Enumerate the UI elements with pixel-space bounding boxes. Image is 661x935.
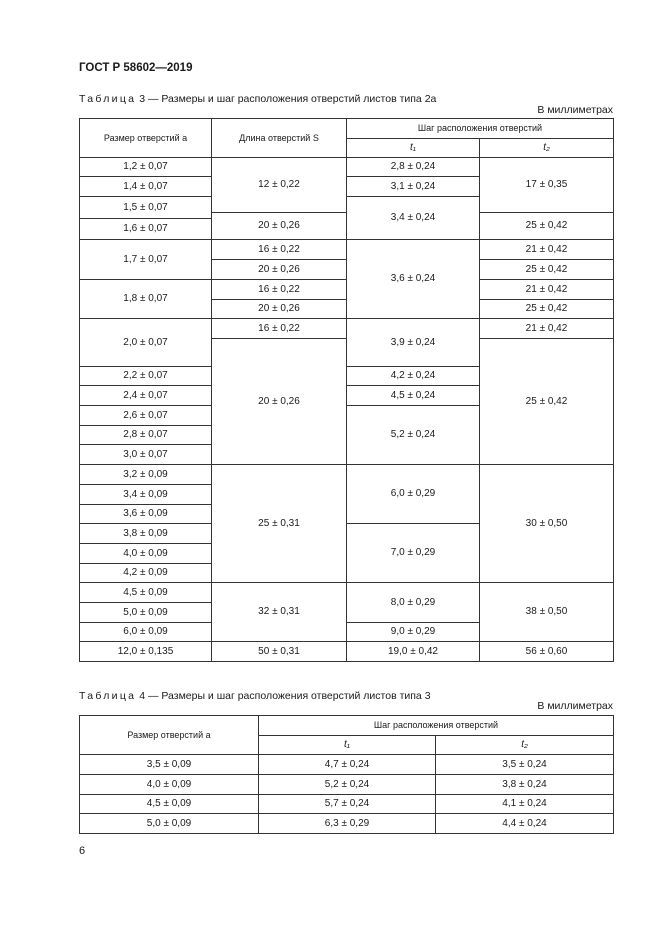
table3-cell-t2: 21 ± 0,42 (480, 319, 614, 339)
table3-cell-s: 16 ± 0,22 (212, 280, 347, 300)
table3-cell-t2: 38 ± 0,50 (480, 583, 614, 642)
table3-cell-t1: 8,0 ± 0,29 (347, 583, 480, 623)
table3-cell-t2: 25 ± 0,42 (480, 260, 614, 280)
table3-cell-t1: 19,0 ± 0,42 (347, 642, 480, 662)
table3-cell-t1: 5,2 ± 0,24 (347, 406, 480, 465)
table3-cell-a: 1,4 ± 0,07 (80, 177, 212, 197)
table4-header-t2: t₂ (436, 736, 614, 755)
table3-cell-t1: 4,2 ± 0,24 (347, 367, 480, 386)
table3-cell-a: 2,0 ± 0,07 (80, 319, 212, 367)
table-row (80, 795, 614, 814)
table3-cell-a: 3,4 ± 0,09 (80, 485, 212, 505)
table3-cell-s: 32 ± 0,31 (212, 583, 347, 642)
table4-cell-t2: 3,8 ± 0,24 (436, 775, 614, 795)
table3-cell-a: 1,8 ± 0,07 (80, 280, 212, 319)
table4-caption-text: 4 — Размеры и шаг расположения отверстий листов типа 3 (139, 690, 431, 702)
table3-units: В миллиметрах (537, 104, 613, 116)
table3-cell-t2: 21 ± 0,42 (480, 280, 614, 300)
table3-caption-text: 3 — Размеры и шаг расположения отверстий листов типа 2а (139, 93, 437, 105)
table3-cell-t1: 7,0 ± 0,29 (347, 524, 480, 583)
table4-cell-t1: 5,7 ± 0,24 (259, 795, 436, 814)
table3-cell-a: 1,2 ± 0,07 (80, 158, 212, 177)
table3-cell-a: 1,6 ± 0,07 (80, 219, 212, 240)
table3-header-t1: t₁ (347, 139, 480, 158)
table3-header-size: Размер отверстий а (80, 119, 212, 158)
table4-cell-t2: 4,4 ± 0,24 (436, 814, 614, 834)
table3-cell-a: 3,2 ± 0,09 (80, 465, 212, 485)
table4-cell-a: 4,0 ± 0,09 (80, 775, 259, 795)
table3-cell-t1: 3,6 ± 0,24 (347, 240, 480, 319)
table3-cell-a: 4,2 ± 0,09 (80, 564, 212, 583)
table4-cell-t1: 5,2 ± 0,24 (259, 775, 436, 795)
table3-cell-s: 12 ± 0,22 (212, 158, 347, 213)
table3-cell-t2: 25 ± 0,42 (480, 213, 614, 240)
table4-cell-a: 3,5 ± 0,09 (80, 755, 259, 775)
table3-cell-s: 20 ± 0,26 (212, 260, 347, 280)
table4-caption-label: Таблица (79, 690, 137, 702)
table3-cell-a: 2,2 ± 0,07 (80, 367, 212, 386)
table3-cell-t2: 21 ± 0,42 (480, 240, 614, 260)
table3-cell-a: 3,0 ± 0,07 (80, 445, 212, 465)
table3-cell-t1: 3,9 ± 0,24 (347, 319, 480, 367)
table3 (79, 118, 614, 662)
table3-cell-a: 4,0 ± 0,09 (80, 544, 212, 564)
table3-cell-a: 3,8 ± 0,09 (80, 524, 212, 544)
table3-cell-a: 12,0 ± 0,135 (80, 642, 212, 662)
table3-header-pitch: Шаг расположения отверстий (347, 119, 614, 139)
table4-cell-a: 5,0 ± 0,09 (80, 814, 259, 834)
table3-caption-label: Таблица (79, 93, 137, 105)
table3-cell-s: 16 ± 0,22 (212, 240, 347, 260)
table3-cell-a: 2,6 ± 0,07 (80, 406, 212, 426)
table3-cell-t1: 6,0 ± 0,29 (347, 465, 480, 524)
table3-cell-a: 6,0 ± 0,09 (80, 623, 212, 642)
table3-cell-t2: 30 ± 0,50 (480, 465, 614, 583)
table4-header-t1: t₁ (259, 736, 436, 755)
table3-cell-t1: 2,8 ± 0,24 (347, 158, 480, 177)
table3-header-t2: t₂ (480, 139, 614, 158)
table4-cell-a: 4,5 ± 0,09 (80, 795, 259, 814)
table3-header-length: Длина отверстий S (212, 119, 347, 158)
table4-units: В миллиметрах (537, 700, 613, 712)
table-row (80, 775, 614, 795)
table3-cell-t1: 3,4 ± 0,24 (347, 197, 480, 240)
table4-caption (79, 690, 431, 702)
table3-cell-s: 50 ± 0,31 (212, 642, 347, 662)
table4-cell-t1: 6,3 ± 0,29 (259, 814, 436, 834)
table3-cell-s: 25 ± 0,31 (212, 465, 347, 583)
table3-cell-t2: 25 ± 0,42 (480, 339, 614, 465)
table-row (80, 814, 614, 834)
table3-cell-s: 20 ± 0,26 (212, 339, 347, 465)
page-number: 6 (79, 845, 86, 857)
table3-cell-t2: 56 ± 0,60 (480, 642, 614, 662)
table4 (79, 715, 614, 834)
table4-cell-t1: 4,7 ± 0,24 (259, 755, 436, 775)
table4-cell-t2: 3,5 ± 0,24 (436, 755, 614, 775)
table4-header-pitch: Шаг расположения отверстий (259, 716, 614, 736)
table3-cell-t1: 3,1 ± 0,24 (347, 177, 480, 197)
table3-cell-t1: 4,5 ± 0,24 (347, 386, 480, 406)
table3-caption (79, 93, 436, 105)
table3-cell-a: 4,5 ± 0,09 (80, 583, 212, 603)
table3-cell-a: 1,5 ± 0,07 (80, 197, 212, 219)
table3-cell-a: 1,7 ± 0,07 (80, 240, 212, 280)
table-row (80, 755, 614, 775)
table3-cell-a: 5,0 ± 0,09 (80, 603, 212, 623)
table3-cell-t1: 9,0 ± 0,29 (347, 623, 480, 642)
table3-cell-a: 2,4 ± 0,07 (80, 386, 212, 406)
table3-cell-a: 2,8 ± 0,07 (80, 426, 212, 445)
table3-cell-a: 3,6 ± 0,09 (80, 505, 212, 524)
table3-cell-t2: 25 ± 0,42 (480, 300, 614, 319)
table3-cell-s: 20 ± 0,26 (212, 213, 347, 240)
document-title: ГОСТ Р 58602—2019 (79, 62, 193, 74)
table4-cell-t2: 4,1 ± 0,24 (436, 795, 614, 814)
table3-cell-t2: 17 ± 0,35 (480, 158, 614, 213)
table4-header-size: Размер отверстий а (80, 716, 259, 755)
table3-cell-s: 20 ± 0,26 (212, 300, 347, 319)
table3-cell-s: 16 ± 0,22 (212, 319, 347, 339)
